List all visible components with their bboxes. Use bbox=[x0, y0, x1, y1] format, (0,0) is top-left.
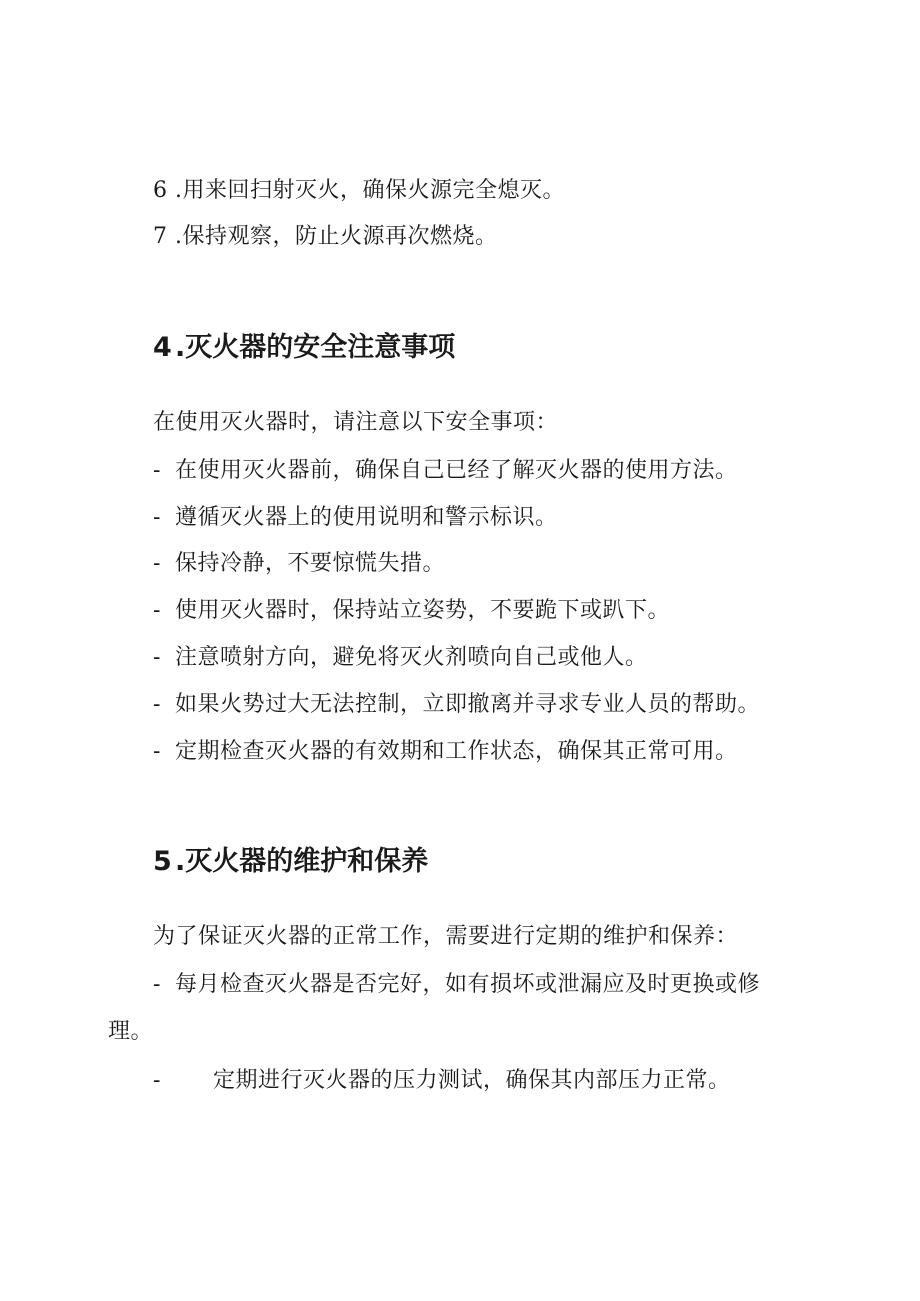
list-item-text: 保持冷静，不要惊慌失措。 bbox=[175, 551, 446, 576]
list-item bbox=[153, 596, 670, 626]
list-item-continuation: 理。 bbox=[108, 1019, 154, 1044]
dash-marker: - bbox=[153, 645, 161, 670]
list-item-text: 在使用灭火器前，确保自己已经了解灭火器的使用方法。 bbox=[175, 458, 738, 483]
dash-marker: - bbox=[153, 692, 161, 717]
dash-marker: - bbox=[153, 505, 161, 530]
list-item bbox=[153, 503, 558, 533]
list-item bbox=[153, 690, 760, 720]
section-4-intro: 在使用灭火器时，请注意以下安全事项： bbox=[153, 410, 559, 435]
section-5-heading bbox=[153, 845, 428, 879]
step-7 bbox=[153, 222, 498, 252]
section-5-intro: 为了保证灭火器的正常工作，需要进行定期的维护和保养： bbox=[153, 924, 739, 949]
list-item-text: 如果火势过大无法控制，立即撤离并寻求专业人员的帮助。 bbox=[175, 692, 761, 717]
heading-number: 4 bbox=[153, 332, 172, 363]
step-6 bbox=[153, 176, 565, 206]
list-item bbox=[153, 549, 445, 579]
dash-marker: - bbox=[153, 551, 161, 576]
list-item bbox=[153, 456, 738, 486]
list-item bbox=[153, 643, 648, 673]
step-text: .保持观察，防止火源再次燃烧。 bbox=[175, 224, 498, 249]
section-4-heading bbox=[153, 331, 455, 365]
list-item bbox=[153, 737, 738, 767]
dash-marker: - bbox=[153, 458, 161, 483]
heading-number: 5 bbox=[153, 846, 172, 877]
list-item bbox=[153, 1066, 731, 1096]
dash-marker: - bbox=[153, 598, 161, 623]
heading-title: .灭火器的维护和保养 bbox=[175, 846, 429, 877]
list-item bbox=[153, 970, 760, 1000]
heading-title: .灭火器的安全注意事项 bbox=[175, 332, 456, 363]
dash-marker: - bbox=[153, 739, 161, 764]
step-number: 7 bbox=[153, 224, 168, 249]
list-item-text: 定期检查灭火器的有效期和工作状态，确保其正常可用。 bbox=[175, 739, 738, 764]
list-item-text: 注意喷射方向，避免将灭火剂喷向自己或他人。 bbox=[175, 645, 648, 670]
step-text: .用来回扫射灭火，确保火源完全熄灭。 bbox=[175, 178, 565, 203]
step-number: 6 bbox=[153, 178, 168, 203]
list-item-text: 每月检查灭火器是否完好，如有损坏或泄漏应及时更换或修 bbox=[175, 972, 761, 997]
list-item-text: 定期进行灭火器的压力测试，确保其内部压力正常。 bbox=[213, 1068, 731, 1093]
list-item-text: 遵循灭火器上的使用说明和警示标识。 bbox=[175, 505, 558, 530]
dash-marker: - bbox=[153, 1068, 161, 1093]
dash-marker: - bbox=[153, 972, 161, 997]
list-item-text: 使用灭火器时，保持站立姿势，不要跪下或趴下。 bbox=[175, 598, 671, 623]
